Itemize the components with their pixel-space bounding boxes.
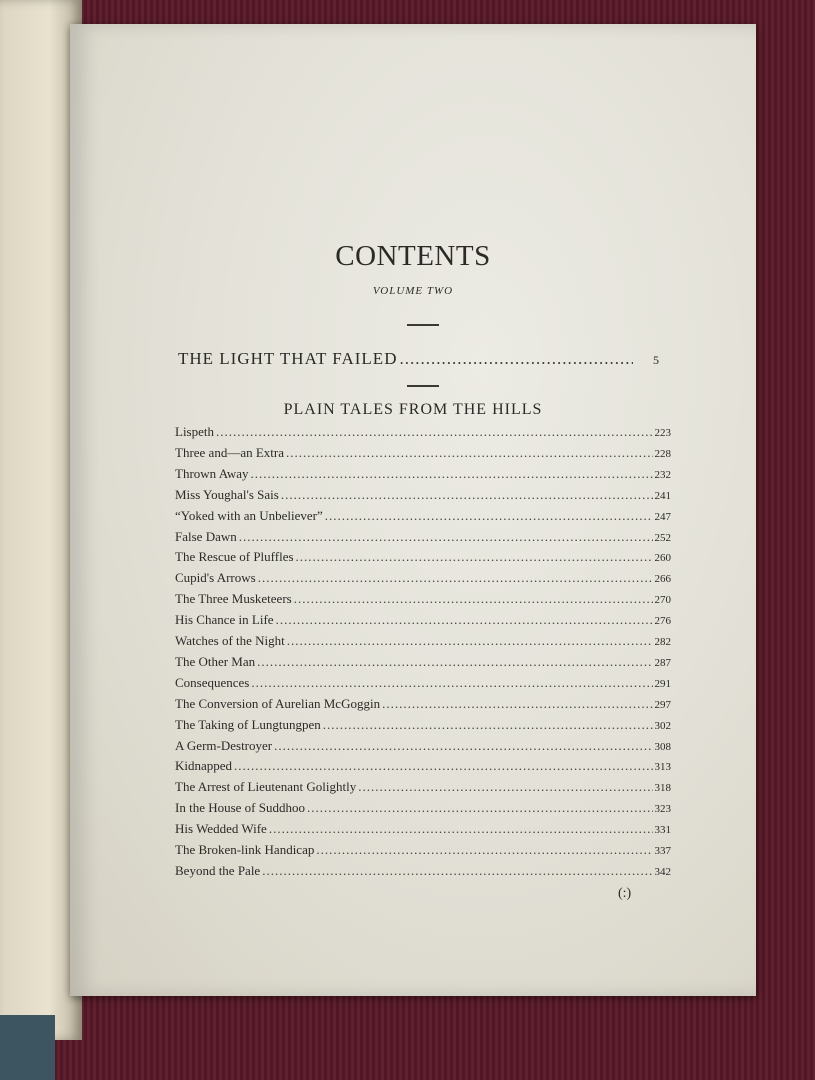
entry-title: Three and—an Extra [175, 444, 285, 460]
divider [407, 385, 439, 387]
entry-page: 287 [654, 656, 671, 669]
toc-entry [175, 863, 671, 883]
leader-dots [281, 487, 653, 503]
entry-page: 266 [654, 573, 671, 586]
leader-dots [251, 675, 652, 691]
contents-page [70, 24, 756, 996]
entry-page: 241 [654, 489, 671, 502]
entry-title: His Wedded Wife [175, 821, 267, 837]
toc-entry [175, 738, 671, 758]
entry-page: 260 [654, 552, 671, 565]
toc-entry [175, 758, 671, 778]
entry-title: The Other Man [175, 653, 256, 669]
section-title: PLAIN TALES FROM THE HILLS [283, 401, 543, 418]
leader-dots [307, 800, 653, 816]
main-entry-title: THE LIGHT THAT FAILED [178, 349, 398, 368]
toc-entry [175, 466, 671, 486]
toc-entry [175, 529, 671, 549]
entry-title: Lispeth [175, 424, 214, 439]
leader-dots [294, 591, 653, 607]
entry-title: The Arrest of Lieutenant Golightly [175, 779, 357, 795]
toc-entry [175, 800, 671, 820]
leader-dots [287, 633, 653, 649]
leader-dots [399, 349, 633, 369]
toc-entry [175, 570, 671, 590]
entry-title: A Germ-Destroyer [175, 737, 273, 753]
leader-dots [323, 717, 653, 733]
volume-label: VOLUME TWO [372, 285, 454, 297]
leader-dots [286, 445, 652, 461]
leader-dots [325, 508, 653, 524]
leader-dots [274, 738, 652, 754]
main-entry [178, 349, 660, 369]
leader-dots [257, 654, 652, 670]
entry-page: 302 [654, 719, 671, 732]
entry-title: The Broken-link Handicap [175, 842, 315, 857]
entry-page: 308 [654, 740, 671, 753]
entry-page: 323 [654, 803, 671, 816]
entry-page: 223 [654, 427, 671, 439]
entry-page: 297 [654, 698, 671, 711]
leader-dots [276, 612, 653, 628]
toc-entry [175, 675, 671, 695]
entry-title: Consequences [175, 674, 250, 690]
leader-dots [258, 570, 653, 586]
leader-dots [251, 466, 653, 482]
toc-entry [175, 842, 671, 862]
entry-page: 337 [654, 845, 671, 857]
toc-entry [175, 633, 671, 653]
entry-title: The Conversion of Aurelian McGoggin [175, 695, 381, 711]
entry-page: 318 [654, 782, 671, 795]
entry-page: 252 [654, 531, 671, 544]
entry-page: 276 [654, 615, 671, 628]
entry-page: 270 [654, 594, 671, 607]
toc-entry [175, 612, 671, 632]
entry-title: Beyond the Pale [175, 862, 261, 878]
page-title: CONTENTS [335, 240, 491, 272]
entry-title: The Taking of Lungtungpen [175, 716, 321, 732]
entry-title: Miss Youghal's Sais [175, 486, 279, 502]
entry-title: His Chance in Life [175, 612, 274, 628]
entry-page: 313 [654, 761, 671, 774]
toc-entry [175, 821, 671, 841]
toc-entry [175, 654, 671, 674]
entry-title: The Rescue of Pluffles [175, 549, 294, 565]
page-folio: (:) [618, 886, 632, 901]
toc-entry [175, 779, 671, 799]
divider [407, 324, 439, 326]
entry-page: 247 [654, 510, 671, 523]
entry-page: 331 [654, 824, 671, 837]
leader-dots [239, 529, 653, 545]
toc-entry [175, 696, 671, 716]
toc-entry [175, 508, 671, 528]
entry-title: Cupid's Arrows [175, 570, 256, 586]
entry-title: In the House of Suddhoo [175, 800, 305, 816]
toc-entry [175, 445, 671, 465]
entry-page: 232 [654, 468, 671, 481]
main-entry-page: 5 [653, 353, 660, 367]
entry-page: 342 [654, 865, 671, 878]
entry-page: 282 [654, 636, 671, 648]
leader-dots [382, 696, 652, 712]
leader-dots [234, 758, 652, 774]
leader-dots [316, 842, 652, 858]
toc-entry [175, 549, 671, 569]
entry-page: 291 [654, 677, 671, 690]
leader-dots [269, 821, 653, 837]
entry-title: The Three Musketeers [175, 591, 292, 607]
leader-dots [358, 779, 652, 795]
book-cover-edge [0, 1015, 55, 1080]
entry-title: False Dawn [175, 528, 237, 544]
entry-page: 228 [654, 447, 671, 460]
toc-entry [175, 591, 671, 611]
leader-dots [262, 863, 652, 879]
toc-entry [175, 717, 671, 737]
toc-entry [175, 424, 671, 444]
leader-dots [216, 424, 653, 440]
toc-entry [175, 487, 671, 507]
entry-title: Kidnapped [175, 758, 233, 774]
entry-title: Watches of the Night [175, 633, 285, 648]
leader-dots [296, 549, 653, 565]
entry-title: Thrown Away [175, 465, 249, 481]
entry-title: “Yoked with an Unbeliever” [175, 507, 323, 523]
